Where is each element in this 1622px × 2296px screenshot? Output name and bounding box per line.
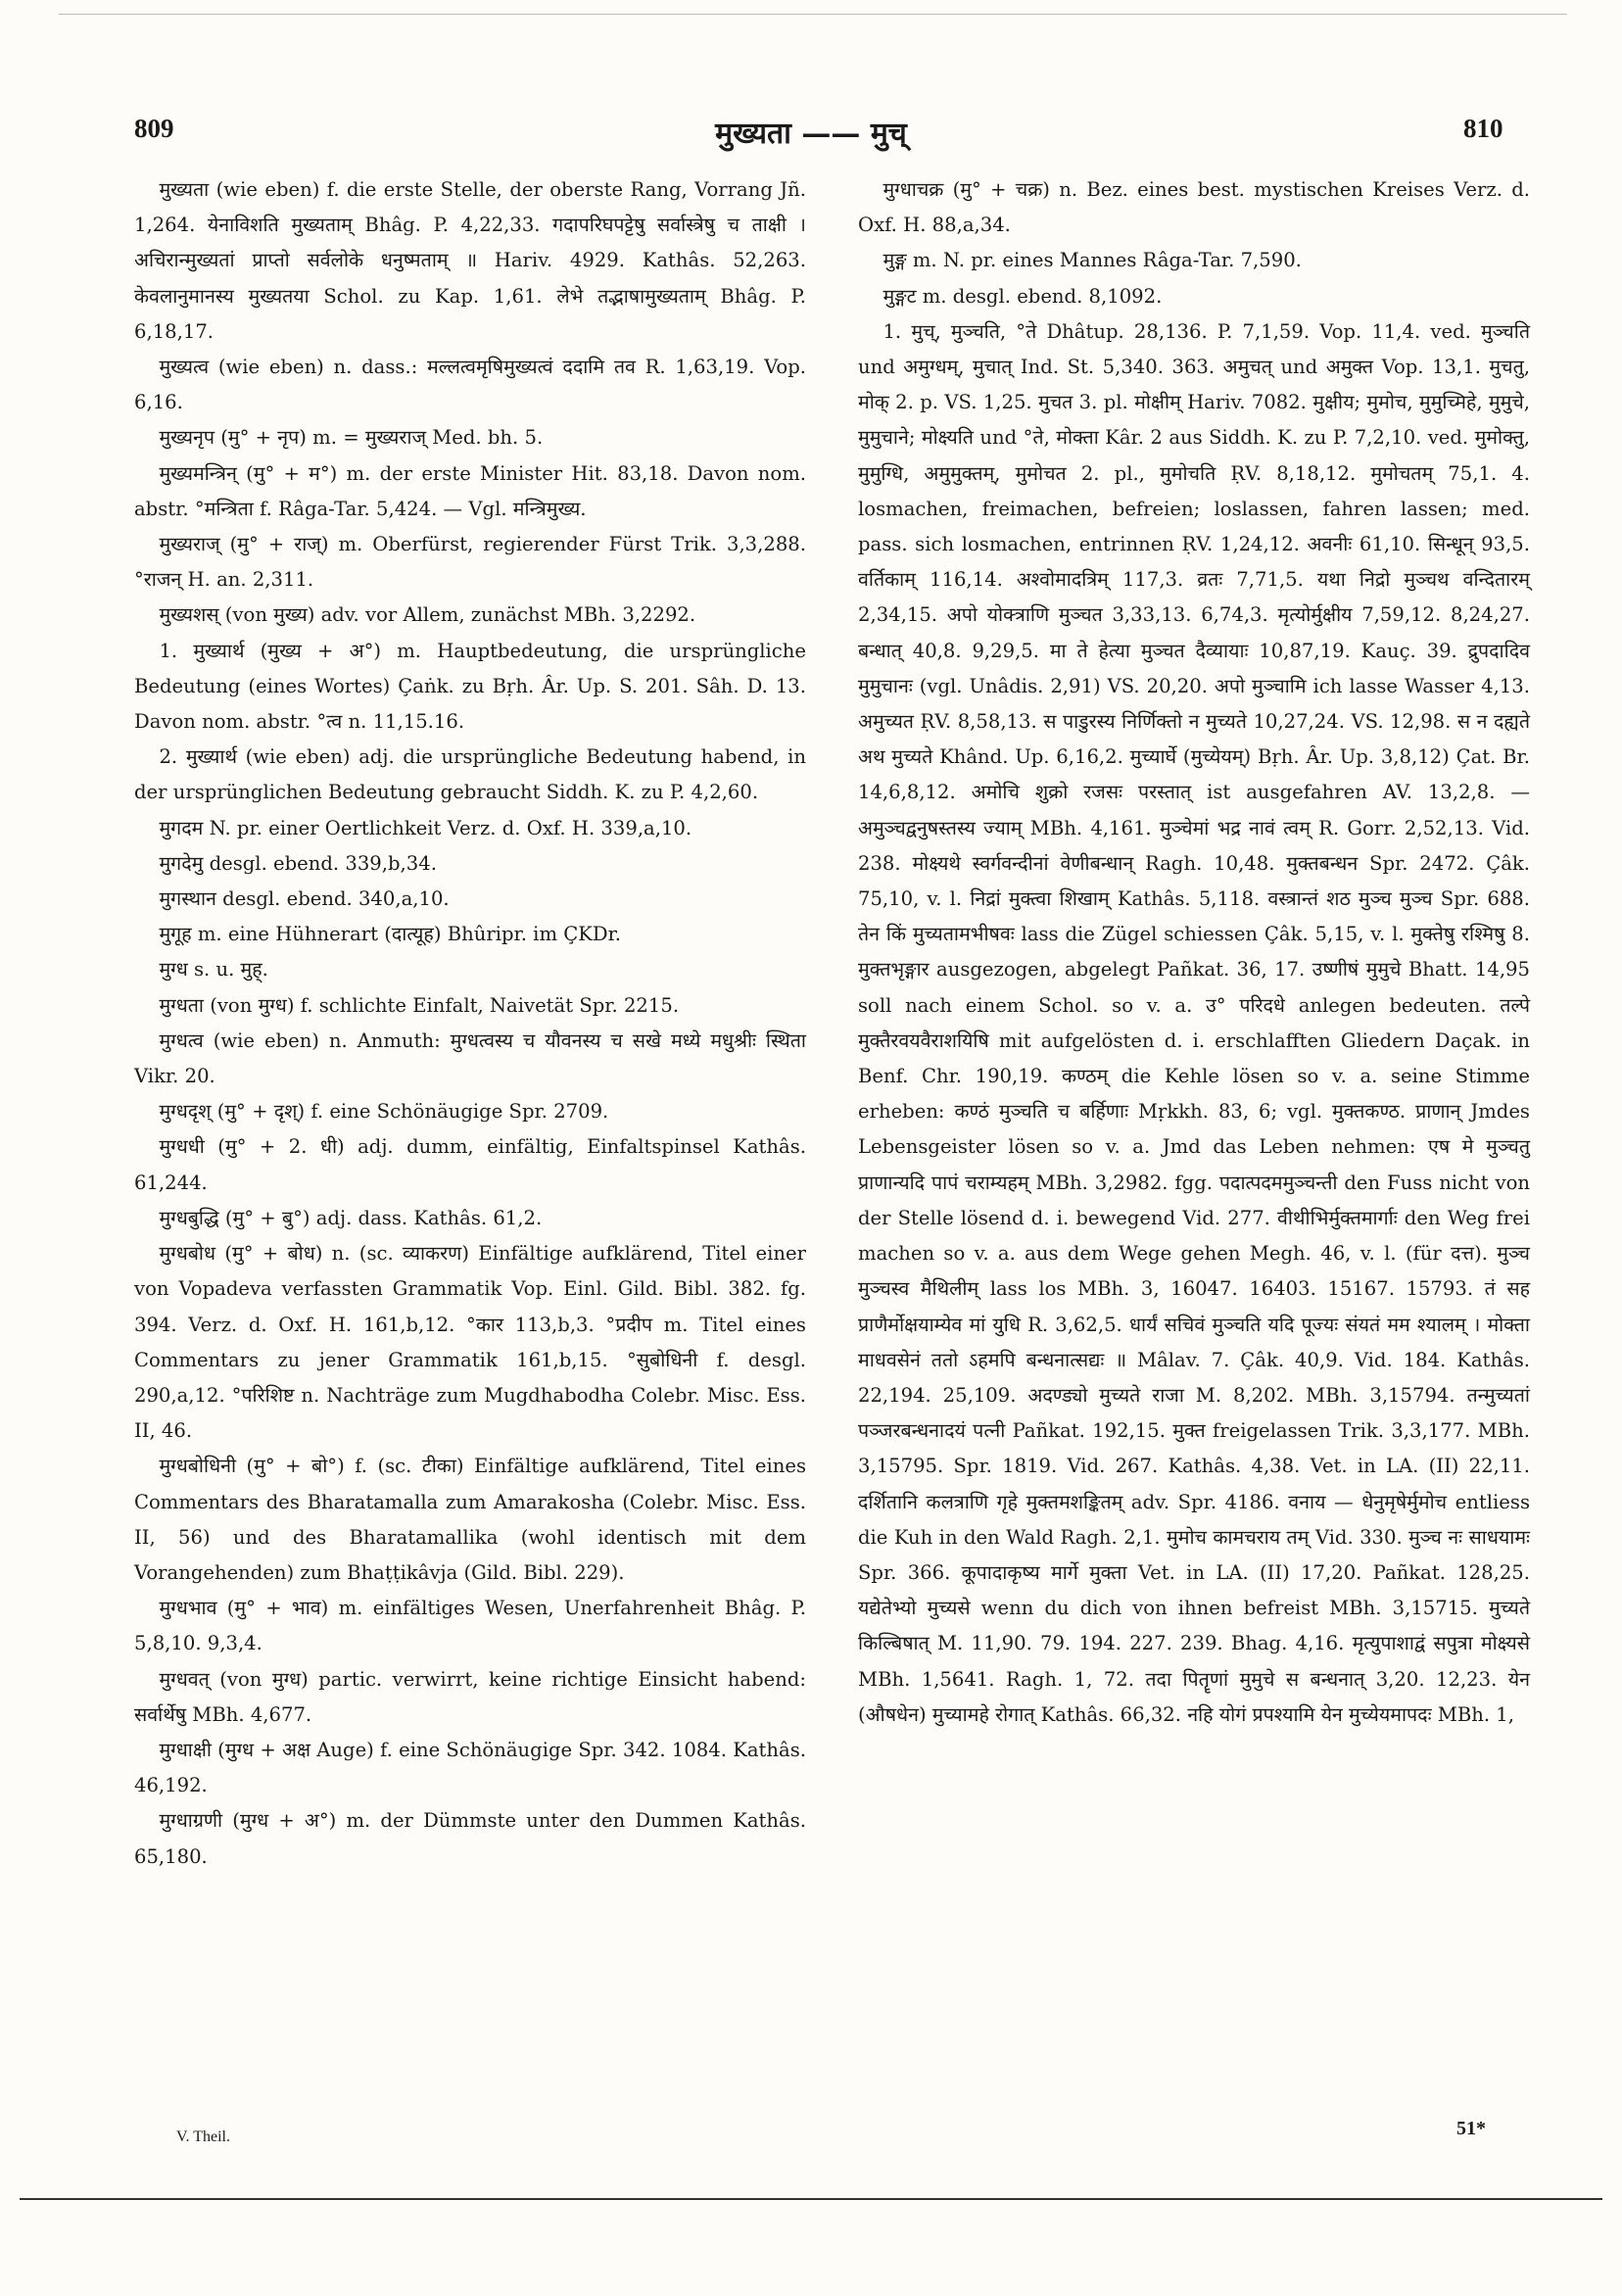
dictionary-entry: मुग्धदृश् (मु° + दृश्) f. eine Schönäugige Spr. 2709. (159, 1100, 609, 1124)
dictionary-entry: मुग्धबोधिनी (मु° + बो°) f. (sc. टीका) Einfältige aufklärend, Titel eines Commentars des Bharatamalla zum Amarakosha (Colebr. Misc. Ess. II, 56) und des Bharatamallika (wohl identisch mit dem Vorangehenden) zum Bhaṭṭikâvja (Gild. Bibl. 229). (134, 1455, 806, 1584)
dictionary-entry: मुगूह m. eine Hühnerart (दात्यूह) Bhûripr. im ÇKDr. (159, 923, 622, 946)
dictionary-entry: 1. मुच्, मुञ्चति, °ते Dhâtup. 28,136. P. 7,1,59. Vop. 11,4. ved. मुञ्चति und अमुग्धम्, मुचात् Ind. St. 5,340. 363. अमुचत् und अमुक्त Vop. 13,1. मुचतु, मोक् 2. p. VS. 1,25. मुचत 3. pl. मोक्षीम् Hariv. 7082. मुक्षीय; मुमोच, मुमुच्मिहे, मुमुचे, मुमुचाने; मोक्ष्यति und °ते, मोक्ता Kâr. 2 aus Siddh. K. zu P. 7,2,10. ved. मुमोक्तु, मुमुग्धि, अमुमुक्तम्, मुमोचत 2. pl., मुमोचति ṚV. 8,18,12. मुमोचतम् 75,1. 4. losmachen, freimachen, befreien; loslassen, fahren lassen; med. pass. sich losmachen, entrinnen ṚV. 1,24,12. अवनीः 61,10. सिन्धून् 93,5. वर्तिकाम् 116,14. अश्वोमादत्रिम् 117,3. व्रतः 7,71,5. यथा निद्रो मुञ्चथ वन्दितारम् 2,34,15. अपो योक्त्राणि मुञ्चत 3,33,13. 6,74,3. मृत्योर्मुक्षीय 7,59,12. 8,24,27. बन्धात् 40,8. 9,29,5. मा ते हेत्या मुञ्चत दैव्यायाः 10,87,19. Kauç. 39. द्रुपदादिव मुमुचानः (vgl. Unâdis. 2,91) VS. 20,20. अपो मुञ्चामि ich lasse Wasser 4,13. अमुच्यत ṚV. 8,58,13. स पाडुरस्य निर्णिक्तो न मुच्यते 10,27,24. VS. 12,98. स न दह्यते अथ मुच्यते Khând. Up. 6,16,2. मुच्यार्घे (मुच्येयम्) Bṛh. Âr. Up. 3,8,12) Çat. Br. 14,6,8,12. अमोचि शुक्रो रजसः परस्तात् ist ausgefahren AV. 13,2,8. — अमुञ्चद्वनुषस्तस्य ज्याम् MBh. 4,161. मुञ्चेमां भद्र नावं त्वम् R. Gorr. 2,52,13. Vid. 238. मोक्ष्यथे स्वर्गवन्दीनां वेणीबन्धान् Ragh. 10,48. मुक्तबन्धन Spr. 2472. Çâk. 75,10, v. l. निद्रां मुक्त्वा शिखाम् Kathâs. 5,118. वस्त्रान्तं शठ मुञ्च मुञ्च Spr. 688. तेन किं मुच्यतामभीषवः lass die Zügel schiessen Çâk. 5,15, v. l. मुक्तेषु रश्मिषु 8. मुक्तभृङ्गार ausgezogen, abgelegt Pañkat. 36, 17. उष्णीषं मुमुचे Bhatt. 14,95 soll nach einem Schol. so v. a. उ° परिदधे anlegen bedeuten. तल्पे मुक्तैरवयवैराशयिषि mit aufgelösten d. i. erschlafften Gliedern Daçak. in Benf. Chr. 190,19. कण्ठम् die Kehle lösen so v. a. seine Stimme erheben: कण्ठं मुञ्चति च बर्हिणाः Mṛkkh. 83, 6; vgl. मुक्तकण्ठ. प्राणान् Jmdes Lebensgeister lösen so v. a. Jmd das Leben nehmen: एष मे मुञ्चतु प्राणान्यदि पापं चराम्यहम् MBh. 3,2982. fgg. पदात्पदममुञ्चन्ती den Fuss nicht von der Stelle lösend d. i. bewegend Vid. 277. वीथीभिर्मुक्तमार्गाः den Weg frei machen so v. a. aus dem Wege gehen Megh. 46, v. l. (für दत्त). मुञ्च मुञ्चस्व मैथिलीम् lass los MBh. 3, 16047. 16403. 15167. 15793. तं सह प्राणैर्मोक्षयाम्येव मां युधि R. 3,62,5. धार्यं सचिवं मुञ्चति यदि पूज्यः संयतं मम श्यालम् । मोक्ता माधवसेनं ततो ऽहमपि बन्धनात्सद्यः ॥ Mâlav. 7. Çâk. 40,9. Vid. 184. Kathâs. 22,194. 25,109. अदण्ड्यो मुच्यते राजा M. 8,202. MBh. 3,15794. तन्मुच्यतां पञ्जरबन्धनादयं पत्नी Pañkat. 192,15. मुक्त freigelassen Trik. 3,3,177. MBh. 3,15795. Spr. 1819. Vid. 267. Kathâs. 4,38. Vet. in LA. (II) 22,11. दर्शितानि कलत्राणि गृहे मुक्तमशङ्कितम् adv. Spr. 4186. वनाय — धेनुमृषेर्मुमोच entliess die Kuh in den Wald Ragh. 2,1. मुमोच कामचराय तम् Vid. 330. मुञ्च नः साधयामः Spr. 366. कूपादाकृष्य मार्गे मुक्ता Vet. in LA. (II) 17,20. Pañkat. 128,25. यद्येतेभ्यो मुच्यसे wenn du dich von ihnen befreist MBh. 3,15715. मुच्यते किल्बिषात् M. 11,90. 79. 194. 227. 239. Bhag. 4,16. मृत्युपाशाद्वं सपुत्रा मोक्ष्यसे MBh. 1,5641. Ragh. 1, 72. तदा पितॄणां मुमुचे स बन्धनात् 3,20. 12,23. येन (औषधेन) मुच्यामहे रोगात् Kathâs. 66,32. नहि योगं प्रपश्यामि येन मुच्येयमापदः MBh. 1, (858, 319, 1530, 1726)
dictionary-entry: मुख्यता (wie eben) f. die erste Stelle, der oberste Rang, Vorrang Jñ. 1,264. येनाविशति मुख्यताम् Bhâg. P. 4,22,33. गदापरिघपट्टेषु सर्वास्त्रेषु च ताक्षी । अचिरान्मुख्यतां प्राप्तो सर्वलोके धनुष्मताम् ॥ Hariv. 4929. Kathâs. 52,263. केवलानुमानस्य मुख्यतया Schol. zu Kap. 1,61. लेभे तद्भाषामुख्यताम् Bhâg. P. 6,18,17. (134, 178, 806, 343)
left-column (134, 172, 806, 1875)
dictionary-entry: 2. मुख्यार्थ (wie eben) adj. die ursprüngliche Bedeutung habend, in der ursprünglichen Bedeutung gebraucht Siddh. K. zu P. 4,2,60. (134, 745, 806, 804)
dictionary-entry: मुगस्थान desgl. ebend. 340,a,10. (159, 887, 450, 911)
dictionary-entry: मुग्धाक्षी (मुग्ध + अक्ष Auge) f. eine Schönäugige Spr. 342. 1084. Kathâs. 46,192. (134, 1738, 806, 1797)
dictionary-entry: मुङ्ग m. N. pr. eines Mannes Râga-Tar. 7,590. (883, 249, 1302, 272)
dictionary-entry: मुग्धता (von मुग्ध) f. schlichte Einfalt, Naivetät Spr. 2215. (159, 993, 680, 1017)
dictionary-entry: मुगदेमु desgl. ebend. 339,b,34. (159, 851, 437, 875)
dictionary-entry: मुख्यमन्त्रिन् (मु° + म°) m. der erste Minister Hit. 83,18. Davon nom. abstr. °मन्त्रिता f. Râga-Tar. 5,424. — Vgl. मन्त्रिमुख्य. (134, 461, 806, 520)
dictionary-entry: मुग्ध s. u. मुह्. (159, 958, 268, 981)
top-scan-edge (59, 14, 1567, 15)
dictionary-entry: मुगदम N. pr. einer Oertlichkeit Verz. d. Oxf. H. 339,a,10. (159, 816, 692, 839)
dictionary-entry: 1. मुख्यार्थ (मुख्य + अ°) m. Hauptbedeutung, die ursprüngliche Bedeutung (eines Wortes) Çaṅk. zu Bṛh. Âr. Up. S. 201. Sâh. D. 13. Davon nom. abstr. °त्व n. 11,15.16. (134, 639, 806, 734)
dictionary-entry: मुग्धभाव (मु° + भाव) m. einfältiges Wesen, Unerfahrenheit Bhâg. P. 5,8,10. 9,3,4. (134, 1597, 806, 1655)
dictionary-entry: मुङ्गट m. desgl. ebend. 8,1092. (883, 284, 1163, 308)
dictionary-entry: मुग्धत्व (wie eben) n. Anmuth: मुग्धत्वस्य च यौवनस्य च सखे मध्ये मधुश्रीः स्थिता Vikr. 20. (134, 1028, 806, 1088)
dictionary-entry: मुग्धबुद्धि (मु° + बु°) adj. dass. Kathâs. 61,2. (159, 1206, 543, 1229)
running-head: मुख्यता —— मुच् (715, 117, 907, 151)
right-column (858, 172, 1530, 1733)
page-number-right: 810 (1463, 114, 1503, 143)
dictionary-entry: मुग्धाग्रणी (मुग्ध + अ°) m. der Dümmste unter den Dummen Kathâs. 65,180. (134, 1809, 806, 1868)
dictionary-entry: मुग्धधी (मु° + 2. धी) adj. dumm, einfältig, Einfaltspinsel Kathâs. 61,244. (134, 1135, 806, 1194)
dictionary-entry: मुग्धबोध (मु° + बोध) n. (sc. व्याकरण) Einfältige aufklärend, Titel einer von Vopadeva verfassten Grammatik Vop. Einl. Gild. Bibl. 382. fg. 394. Verz. d. Oxf. H. 161,b,12. °कार 113,b,3. °प्रदीप m. Titel eines Commentars zu jener Grammatik 161,b,15. °सुबोधिनी f. desgl. 290,a,12. °परिशिष्ट n. Nachträge zum Mugdhabodha Colebr. Misc. Ess. II, 46. (134, 1242, 806, 1443)
signature-mark: 51* (1456, 2118, 1486, 2139)
dictionary-entry: मुख्यनृप (मु° + नृप) m. = मुख्यराज् Med. bh. 5. (159, 426, 544, 450)
dictionary-entry: मुख्यत्व (wie eben) n. dass.: मल्लत्वमृषिमुख्यत्वं ददामि तव R. 1,63,19. Vop. 6,16. (134, 356, 806, 414)
page-number-left: 809 (134, 114, 174, 143)
volume-note: V. Theil. (176, 2129, 230, 2145)
dictionary-entry: मुग्धवत् (von मुग्ध) partic. verwirrt, keine richtige Einsicht habend: सर्वार्थेषु MBh. 4,677. (134, 1667, 806, 1726)
dictionary-entry: मुग्धाचक्र (मु° + चक्र) n. Bez. eines best. mystischen Kreises Verz. d. Oxf. H. 88,a,34. (858, 178, 1530, 237)
dictionary-entry: मुख्यराज् (मु° + राज्) m. Oberfürst, regierender Fürst Trik. 3,3,288. °राजन् H. an. 2,311. (134, 533, 806, 592)
bottom-rule (20, 2198, 1602, 2200)
dictionary-entry: मुख्यशस् (von मुख्य) adv. vor Allem, zunächst MBh. 3,2292. (159, 603, 696, 627)
